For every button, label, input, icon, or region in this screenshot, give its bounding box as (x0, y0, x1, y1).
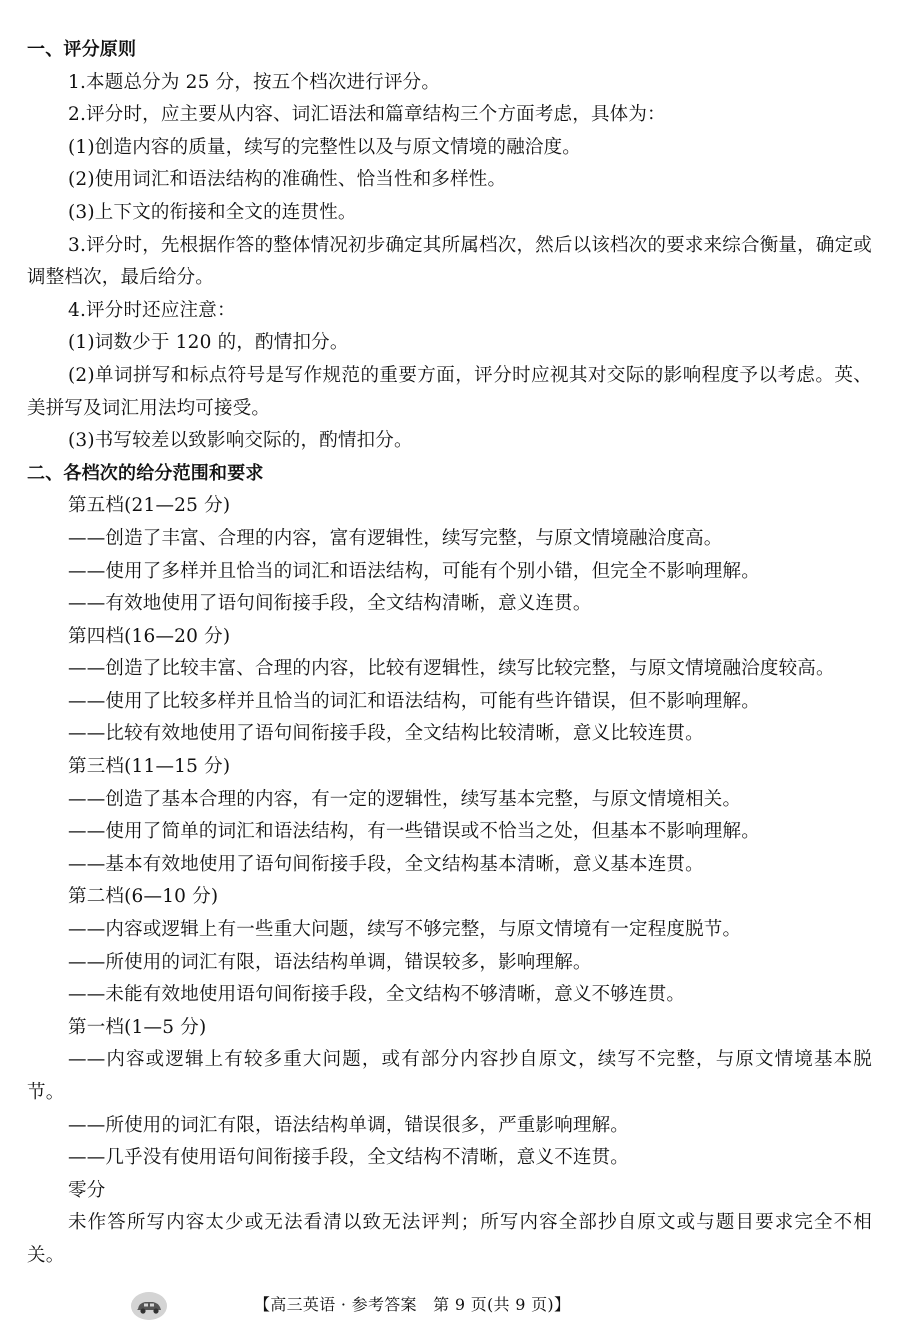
page-footer (0, 1290, 900, 1324)
grade-requirement: ——创造了比较丰富、合理的内容，比较有逻辑性，续写比较完整，与原文情境融洽度较高。 (68, 658, 835, 680)
page-number-label: 【高三英语 · 参考答案 第 9 页(共 9 页)】 (254, 1295, 571, 1314)
grade-title: 第四档(16—20 分) (68, 625, 231, 647)
grade-requirement: ——所使用的词汇有限，语法结构单调，错误很多，严重影响理解。 (68, 1114, 630, 1136)
principle-line: (3)书写较差以致影响交际的，酌情扣分。 (68, 430, 413, 452)
grade-requirement: ——使用了多样并且恰当的词汇和语法结构，可能有个别小错，但完全不影响理解。 (68, 560, 760, 582)
grade-requirement: ——未能有效地使用语句间衔接手段，全文结构不够清晰，意义不够连贯。 (68, 984, 686, 1006)
section-heading-scoring-principles: 一、评分原则 (27, 39, 137, 60)
grade-title: 第三档(11—15 分) (68, 756, 231, 778)
grade-requirement: ——几乎没有使用语句间衔接手段，全文结构不清晰，意义不连贯。 (68, 1147, 630, 1169)
grade-requirement: ——内容或逻辑上有较多重大问题，或有部分内容抄自原文，续写不完整，与原文情境基本脱节。 (27, 1049, 872, 1103)
principle-line: 4.评分时还应注意： (68, 299, 236, 321)
grade-requirement: ——有效地使用了语句间衔接手段，全文结构清晰，意义连贯。 (68, 593, 592, 615)
grade-requirement: ——所使用的词汇有限，语法结构单调，错误较多，影响理解。 (68, 951, 592, 973)
grade-title: 第二档(6—10 分) (68, 886, 219, 908)
principle-line: 2.评分时，应主要从内容、词汇语法和篇章结构三个方面考虑，具体为： (68, 104, 666, 126)
grade-requirement: ——使用了简单的词汇和语法结构，有一些错误或不恰当之处，但基本不影响理解。 (68, 821, 760, 843)
grade-requirement: 未作答所写内容太少或无法看清以致无法评判；所写内容全部抄自原文或与题目要求完全不相关。 (27, 1212, 872, 1266)
principle-line: 3.评分时，先根据作答的整体情况初步确定其所属档次，然后以该档次的要求来综合衡量，确定或调整档次，最后给分。 (27, 234, 872, 289)
grade-requirement: ——基本有效地使用了语句间衔接手段，全文结构基本清晰，意义基本连贯。 (68, 853, 704, 875)
grade-requirement: ——比较有效地使用了语句间衔接手段，全文结构比较清晰，意义比较连贯。 (68, 723, 704, 745)
principle-line: 1.本题总分为 25 分，按五个档次进行评分。 (68, 71, 441, 93)
principle-line: (3)上下文的衔接和全文的连贯性。 (68, 201, 357, 223)
grade-title: 第一档(1—5 分) (68, 1016, 207, 1038)
principle-line: (2)使用词汇和语法结构的准确性、恰当性和多样性。 (68, 169, 507, 191)
principle-line: (1)词数少于 120 的，酌情扣分。 (68, 332, 349, 354)
grade-requirement: ——创造了丰富、合理的内容，富有逻辑性，续写完整，与原文情境融洽度高。 (68, 527, 723, 549)
principle-line: (2)单词拼写和标点符号是写作规范的重要方面，评分时应视其对交际的影响程度予以考虑。英、美拼写及词汇用法均可接受。 (27, 364, 872, 419)
section-heading-grade-ranges: 二、各档次的给分范围和要求 (27, 462, 264, 484)
answer-key-page (27, 34, 872, 1273)
grade-requirement: ——内容或逻辑上有一些重大问题，续写不够完整，与原文情境有一定程度脱节。 (68, 919, 742, 941)
grade-title: 第五档(21—25 分) (68, 495, 231, 517)
car-logo-icon (131, 1292, 167, 1320)
grade-requirement: ——创造了基本合理的内容，有一定的逻辑性，续写基本完整，与原文情境相关。 (68, 788, 742, 810)
grade-requirement: ——使用了比较多样并且恰当的词汇和语法结构，可能有些许错误，但不影响理解。 (68, 690, 760, 712)
principle-line: (1)创造内容的质量，续写的完整性以及与原文情境的融洽度。 (68, 136, 582, 158)
car-logo-icon-graphic (131, 1292, 167, 1320)
grade-title: 零分 (68, 1179, 106, 1201)
